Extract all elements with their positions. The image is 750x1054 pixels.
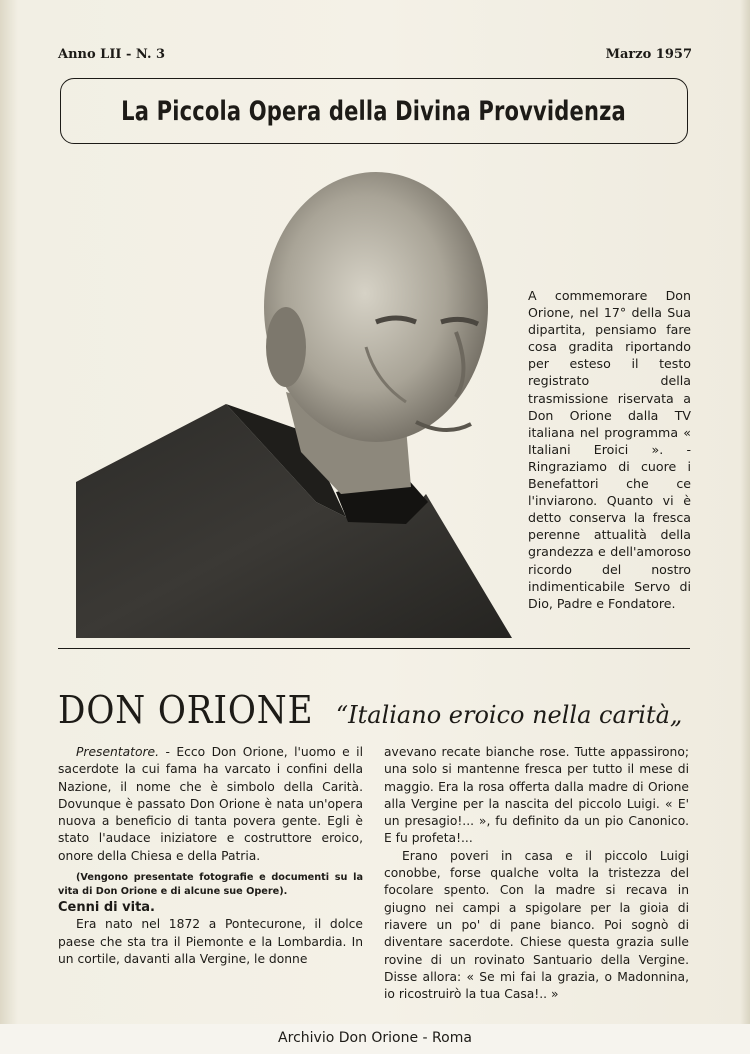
intro-paragraph: A commemorare Don Orione, nel 17° della Sua dipartita, pensiamo fare cosa gradita riportando per esteso il testo registrato della trasmissione riservata a Don Orione dalla TV italiana nel programma « Italiani Eroici ». - Ringraziamo di cuore i Benefattori che ce l'inviarono. Quanto vi è detto conserva la fresca perenne attualità della grandezza e dell'amoroso ricordo del nostro indimenticabile Servo di Dio, Padre e Fondatore. — [528, 288, 691, 611]
issue-number: Anno LII - N. 3 — [58, 47, 166, 62]
paragraph-text: - Ecco Don Orione, l'uomo e il sacerdote la cui fama ha varcato i confini della Nazione, il nome che è simbolo della Carità. Dovunque è passato Don Orione è nata un'opera nuova a beneficio di tanta povera gente. Egli è stato l'audace iniziatore e costruttore eroico, onore della Chiesa e della Patria. — [58, 745, 363, 863]
section-heading: Cenni di vita. — [58, 900, 155, 916]
issue-date: Marzo 1957 — [605, 47, 692, 62]
right-column — [384, 744, 689, 1003]
masthead-box — [60, 78, 688, 144]
paragraph-presentatore — [58, 744, 363, 865]
masthead-title: La Piccola Opera della Divina Provvidenza — [121, 95, 627, 127]
paragraph-childhood: Erano poveri in casa e il piccolo Luigi conobbe, forse qualche volta la tristezza del focolare spento. Con la madre si recava in giugno nei campi a spigolare per la gioia di riavere un po' di pane bianco. Poi sognò di diventare sacerdote. Chiese questa grazia sulle rovine di un rovinato Santuario della Vergine. Disse allora: « Se mi fai la grazia, o Madonnina, io ricostruirò la tua Casa!.. » — [384, 848, 689, 1002]
portrait-photo — [76, 172, 512, 638]
speaker-label: Presentatore. — [76, 745, 160, 759]
photo-note: (Vengono presentate fotografie e documenti su la vita di Don Orione e di alcune sue Opere). — [58, 872, 363, 898]
article-title — [58, 688, 682, 732]
archive-footer: Archivio Don Orione - Roma — [0, 1024, 750, 1054]
article-name: DON ORIONE — [58, 688, 314, 732]
divider-line — [58, 648, 690, 649]
paragraph-birth: Era nato nel 1872 a Pontecurone, il dolce paese che sta tra il Piemonte e la Lombardia. In un cortile, davanti alla Vergine, le donne — [58, 917, 363, 966]
left-column — [58, 744, 363, 968]
article-subtitle: “Italiano eroico nella carità„ — [335, 701, 683, 729]
paragraph-roses: avevano recate bianche rose. Tutte appassirono; una solo si mantenne fresca per tutto il mese di maggio. Era la rosa offerta dalla madre di Orione alla Vergine per la nascita del piccolo Luigi. « E' un presagio!... », fu definito da un pio Canonico. E fu profeta!... — [384, 745, 689, 846]
